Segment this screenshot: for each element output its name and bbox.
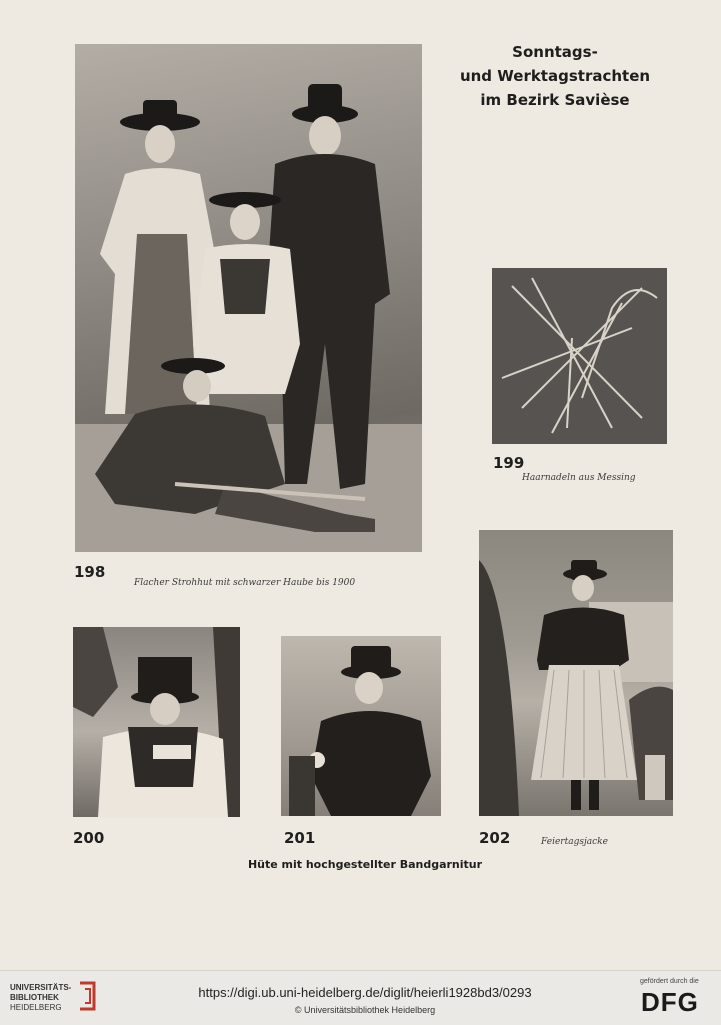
copyright-notice: © Universitätsbibliothek Heidelberg [294,1005,436,1015]
library-name-line-1: UNIVERSITÄTS- [10,983,72,992]
figure-198-caption: Flacher Strohhut mit schwarzer Haube bis 1900 [134,578,356,588]
library-name-line-3: HEIDELBERG [10,1003,62,1012]
funded-by-label: gefördert durch die [640,978,699,985]
dfg-logo[interactable]: DFG [641,987,699,1017]
photo-201-woman-seated [281,636,441,816]
title-line-3: im Bezirk Savièse [480,91,630,109]
viewer-footer [0,970,721,1025]
figure-202-number: 202 [479,829,511,847]
title-line-1: Sonntags- [512,43,598,61]
figure-202-caption: Feiertagsjacke [541,837,608,847]
university-logo-icon [76,981,98,1011]
library-name[interactable] [10,983,71,1013]
title-line-2: und Werktagstrachten [459,67,651,85]
page-title [440,40,670,112]
permalink-url[interactable]: https://digi.ub.uni-heidelberg.de/diglit/heierli1928bd3/0293 [198,985,532,1000]
figure-199-number: 199 [493,454,525,472]
figure-200-number: 200 [73,829,105,847]
library-name-line-2: BIBLIOTHEK [10,993,59,1002]
photo-200-woman-under-tree [73,627,240,817]
figure-199-caption: Haarnadeln aus Messing [522,473,636,483]
figure-198-number: 198 [74,563,106,581]
photo-202-woman-standing [479,530,673,816]
photo-198-group-portrait [75,44,422,552]
group-subtitle: Hüte mit hochgestellter Bandgarnitur [247,858,483,871]
figure-201-number: 201 [284,829,316,847]
photo-199-hairpins [492,268,667,444]
